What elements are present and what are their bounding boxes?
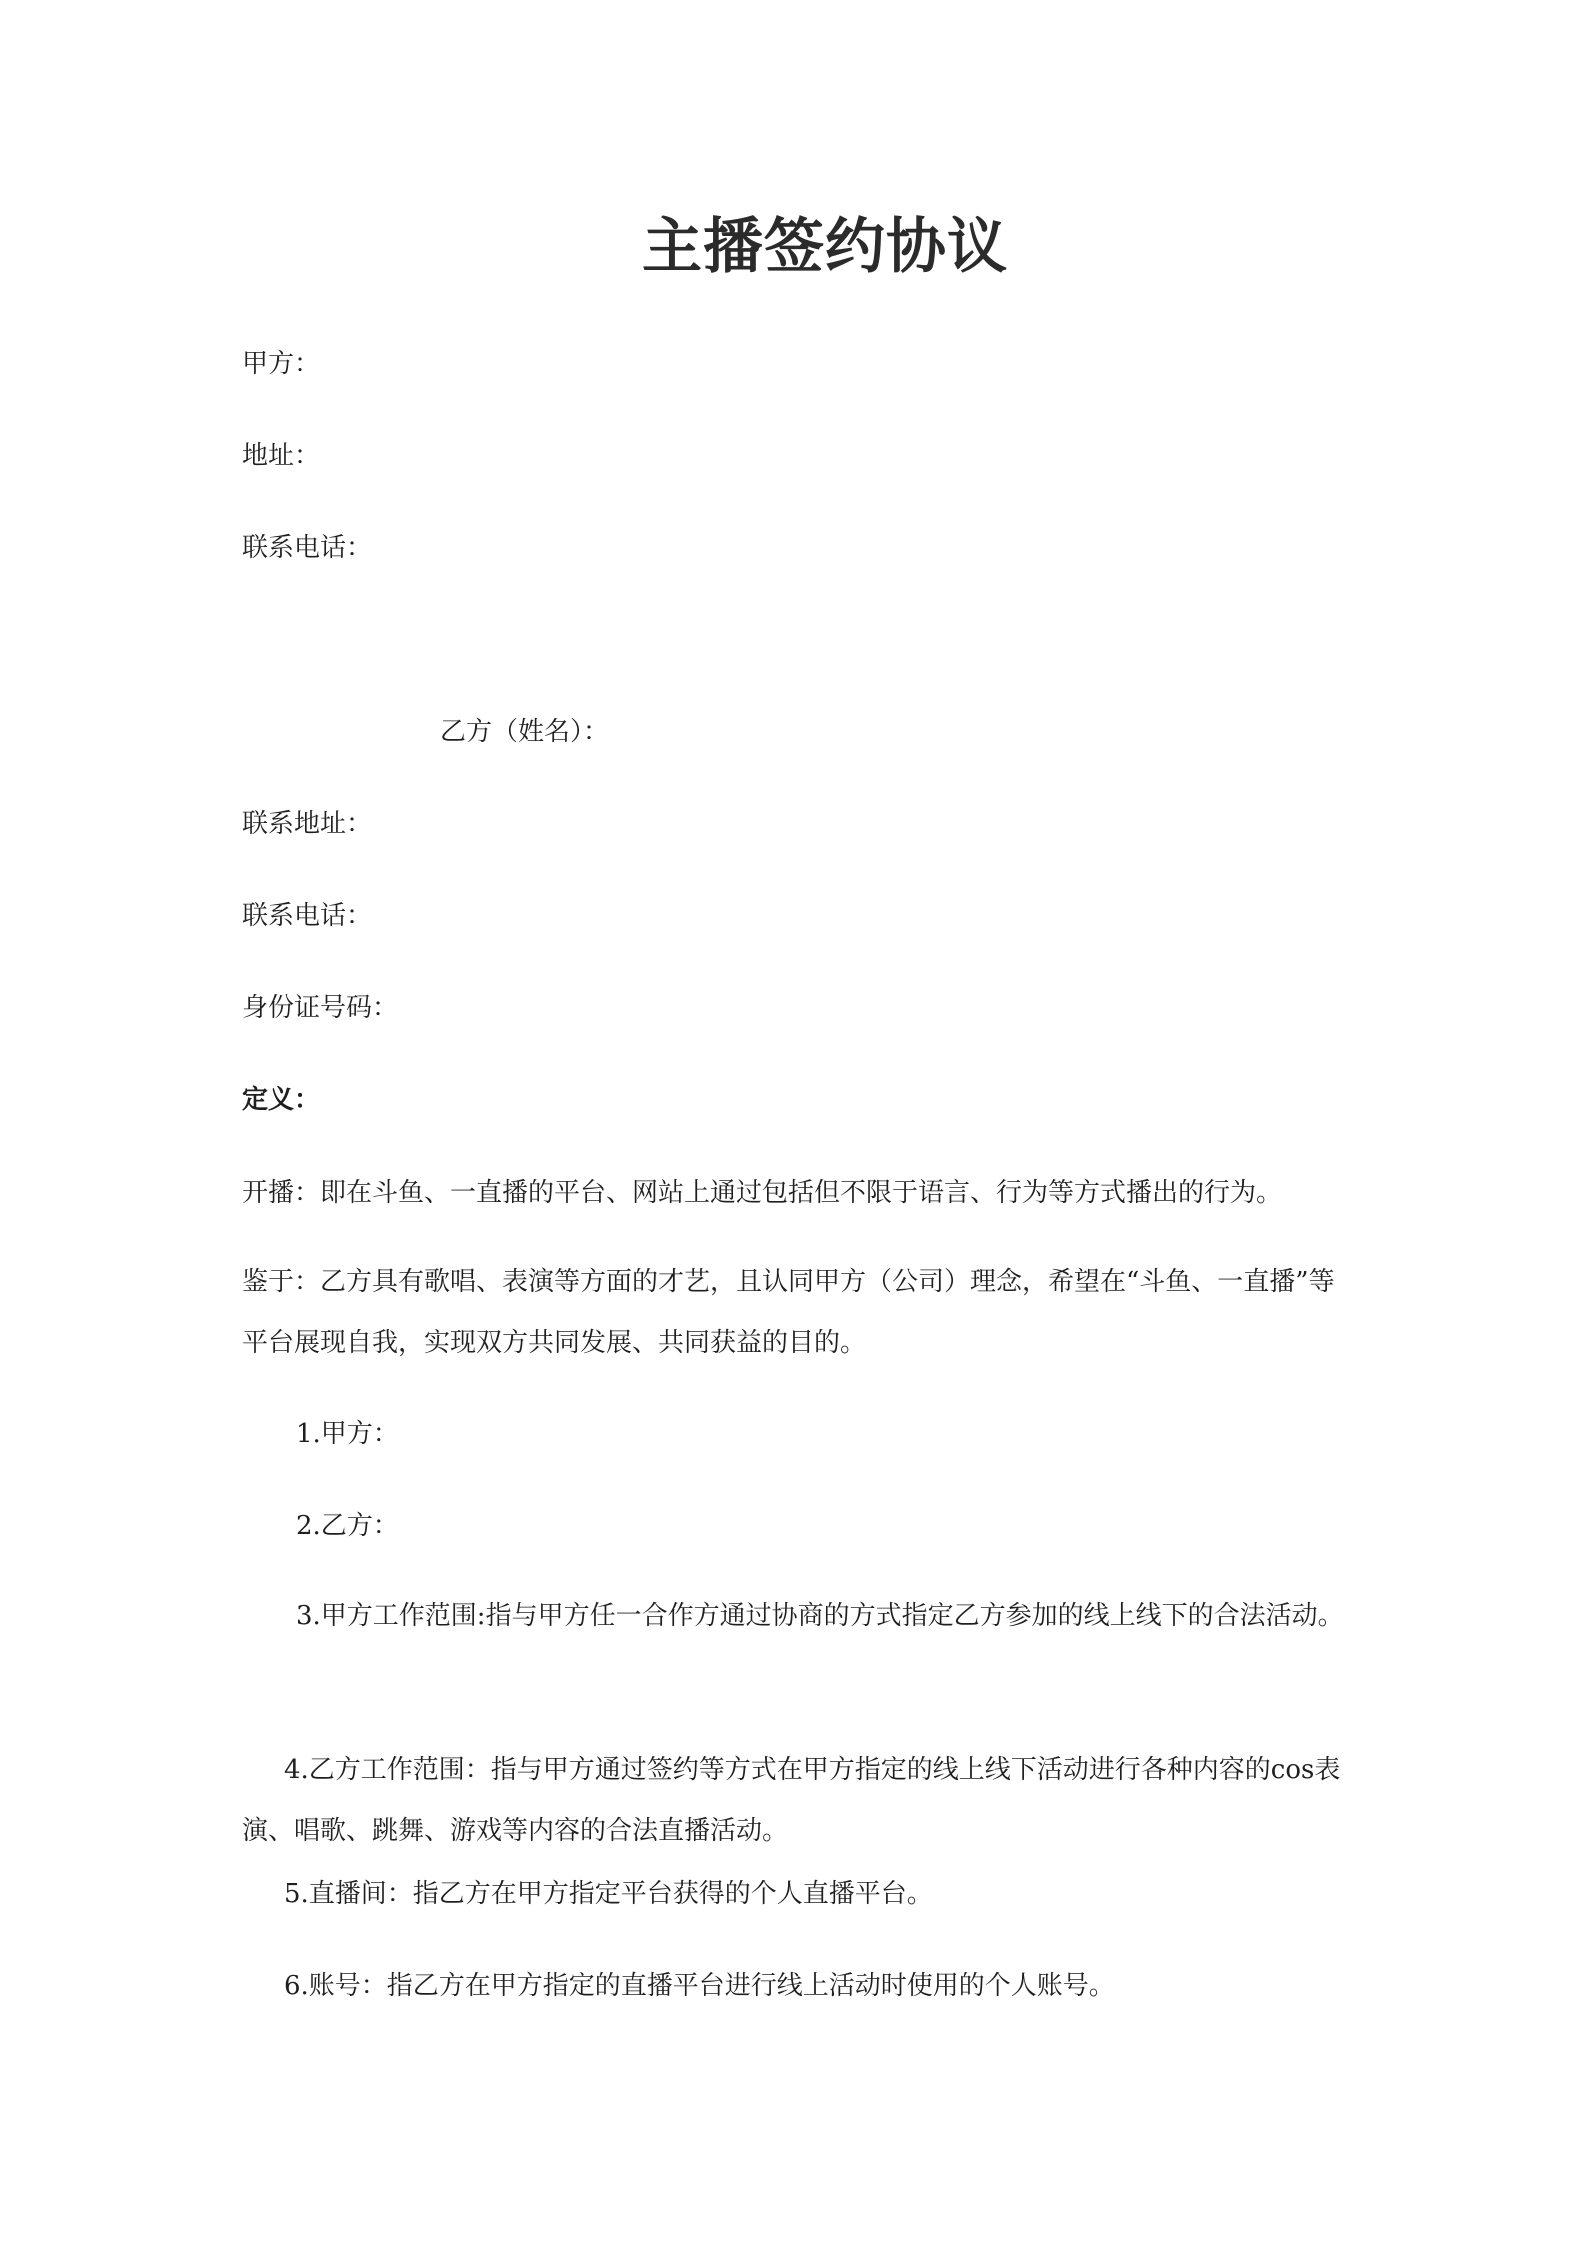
item-2: 2.乙方： xyxy=(296,1511,399,1541)
broadcast-definition: 开播：即在斗鱼、一直播的平台、网站上通过包括但不限于语言、行为等方式播出的行为。 xyxy=(242,1178,1283,1208)
item-1: 1.甲方： xyxy=(296,1419,399,1449)
item-6: 6.账号：指乙方在甲方指定的直播平台进行线上活动时使用的个人账号。 xyxy=(284,1971,1115,2001)
whereas-clause: 鉴于：乙方具有歌唱、表演等方面的才艺，且认同甲方（公司）理念，希望在“斗鱼、一直播”等平台展现自我，实现双方共同发展、共同获益的目的。 xyxy=(242,1267,1335,1358)
item-3: 3.甲方工作范围:指与甲方任一合作方通过协商的方式指定乙方参加的线上线下的合法活动。 xyxy=(296,1601,1344,1631)
party-a-address-label: 地址： xyxy=(242,441,321,471)
party-b-id-label: 身份证号码： xyxy=(242,993,399,1023)
party-b-phone-label: 联系电话： xyxy=(242,901,373,931)
party-a-name-label: 甲方： xyxy=(242,349,321,379)
document-title: 主播签约协议 xyxy=(642,212,1008,282)
item-5: 5.直播间：指乙方在甲方指定平台获得的个人直播平台。 xyxy=(284,1879,933,1909)
party-a-phone-label: 联系电话： xyxy=(242,533,373,563)
party-b-name-label: 乙方（姓名）： xyxy=(440,717,610,747)
item-4: 4.乙方工作范围：指与甲方通过签约等方式在甲方指定的线上线下活动进行各种内容的cos表演、唱歌、跳舞、游戏等内容的合法直播活动。 xyxy=(242,1755,1341,1846)
definitions-heading: 定义： xyxy=(242,1085,321,1115)
party-b-address-label: 联系地址： xyxy=(242,809,373,839)
